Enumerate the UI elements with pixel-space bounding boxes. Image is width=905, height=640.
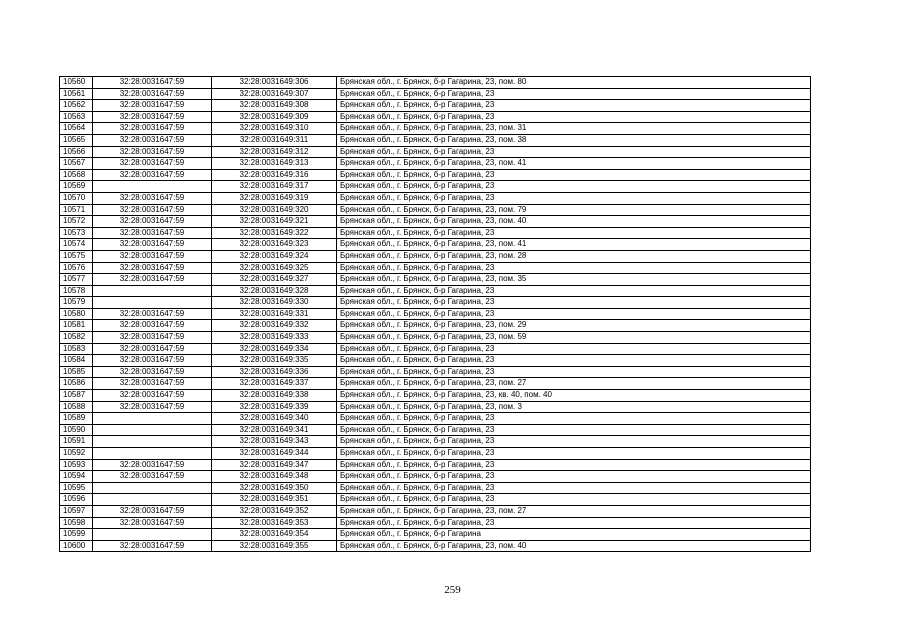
address-cell: Брянская обл., г. Брянск, б-р Гагарина, 23 xyxy=(337,448,811,460)
parent-cadastral-cell: 32:28:0031647:59 xyxy=(93,227,212,239)
parent-cadastral-cell: 32:28:0031647:59 xyxy=(93,332,212,344)
record-number-cell: 10600 xyxy=(60,540,93,552)
record-number-cell: 10564 xyxy=(60,123,93,135)
parent-cadastral-cell: 32:28:0031647:59 xyxy=(93,355,212,367)
cadastral-number-cell: 32:28:0031649:307 xyxy=(212,88,337,100)
table-row xyxy=(60,401,811,413)
parent-cadastral-cell: 32:28:0031647:59 xyxy=(93,274,212,286)
cadastral-number-cell: 32:28:0031649:324 xyxy=(212,250,337,262)
parent-cadastral-cell: 32:28:0031647:59 xyxy=(93,505,212,517)
address-cell: Брянская обл., г. Брянск, б-р Гагарина, 23, пом. 31 xyxy=(337,123,811,135)
address-cell: Брянская обл., г. Брянск, б-р Гагарина, 23, пом. 27 xyxy=(337,505,811,517)
address-cell: Брянская обл., г. Брянск, б-р Гагарина, 23 xyxy=(337,308,811,320)
parent-cadastral-cell: 32:28:0031647:59 xyxy=(93,250,212,262)
table-row xyxy=(60,459,811,471)
table-row xyxy=(60,250,811,262)
address-cell: Брянская обл., г. Брянск, б-р Гагарина, 23, пом. 41 xyxy=(337,239,811,251)
record-number-cell: 10571 xyxy=(60,204,93,216)
record-number-cell: 10568 xyxy=(60,169,93,181)
address-cell: Брянская обл., г. Брянск, б-р Гагарина, 23 xyxy=(337,494,811,506)
cadastral-number-cell: 32:28:0031649:309 xyxy=(212,111,337,123)
address-cell: Брянская обл., г. Брянск, б-р Гагарина, 23 xyxy=(337,100,811,112)
parent-cadastral-cell: 32:28:0031647:59 xyxy=(93,77,212,89)
table-row xyxy=(60,390,811,402)
record-number-cell: 10581 xyxy=(60,320,93,332)
address-cell: Брянская обл., г. Брянск, б-р Гагарина, 23 xyxy=(337,262,811,274)
parent-cadastral-cell xyxy=(93,285,212,297)
table-row xyxy=(60,320,811,332)
table-row xyxy=(60,529,811,541)
parent-cadastral-cell: 32:28:0031647:59 xyxy=(93,239,212,251)
address-cell: Брянская обл., г. Брянск, б-р Гагарина, 23 xyxy=(337,146,811,158)
record-number-cell: 10597 xyxy=(60,505,93,517)
record-number-cell: 10575 xyxy=(60,250,93,262)
record-number-cell: 10591 xyxy=(60,436,93,448)
parent-cadastral-cell: 32:28:0031647:59 xyxy=(93,134,212,146)
cadastral-number-cell: 32:28:0031649:352 xyxy=(212,505,337,517)
cadastral-number-cell: 32:28:0031649:330 xyxy=(212,297,337,309)
cadastral-number-cell: 32:28:0031649:338 xyxy=(212,390,337,402)
address-cell: Брянская обл., г. Брянск, б-р Гагарина, 23 xyxy=(337,436,811,448)
cadastral-number-cell: 32:28:0031649:321 xyxy=(212,216,337,228)
address-cell: Брянская обл., г. Брянск, б-р Гагарина, 23, пом. 79 xyxy=(337,204,811,216)
address-cell: Брянская обл., г. Брянск, б-р Гагарина, 23 xyxy=(337,413,811,425)
address-cell: Брянская обл., г. Брянск, б-р Гагарина, 23, пом. 40 xyxy=(337,540,811,552)
parent-cadastral-cell xyxy=(93,436,212,448)
table-row xyxy=(60,100,811,112)
address-cell: Брянская обл., г. Брянск, б-р Гагарина xyxy=(337,529,811,541)
records-table xyxy=(59,76,811,552)
cadastral-number-cell: 32:28:0031649:341 xyxy=(212,424,337,436)
table-row xyxy=(60,146,811,158)
table-row xyxy=(60,332,811,344)
cadastral-number-cell: 32:28:0031649:339 xyxy=(212,401,337,413)
cadastral-number-cell: 32:28:0031649:319 xyxy=(212,192,337,204)
record-number-cell: 10596 xyxy=(60,494,93,506)
table-row xyxy=(60,111,811,123)
cadastral-number-cell: 32:28:0031649:355 xyxy=(212,540,337,552)
address-cell: Брянская обл., г. Брянск, б-р Гагарина, 23, пом. 40 xyxy=(337,216,811,228)
address-cell: Брянская обл., г. Брянск, б-р Гагарина, 23, пом. 27 xyxy=(337,378,811,390)
address-cell: Брянская обл., г. Брянск, б-р Гагарина, 23, пом. 28 xyxy=(337,250,811,262)
address-cell: Брянская обл., г. Брянск, б-р Гагарина, 23 xyxy=(337,355,811,367)
table-row xyxy=(60,239,811,251)
record-number-cell: 10577 xyxy=(60,274,93,286)
table-row xyxy=(60,262,811,274)
parent-cadastral-cell: 32:28:0031647:59 xyxy=(93,100,212,112)
record-number-cell: 10569 xyxy=(60,181,93,193)
record-number-cell: 10582 xyxy=(60,332,93,344)
address-cell: Брянская обл., г. Брянск, б-р Гагарина, 23, пом. 59 xyxy=(337,332,811,344)
cadastral-number-cell: 32:28:0031649:320 xyxy=(212,204,337,216)
table-row xyxy=(60,88,811,100)
parent-cadastral-cell: 32:28:0031647:59 xyxy=(93,169,212,181)
record-number-cell: 10588 xyxy=(60,401,93,413)
parent-cadastral-cell xyxy=(93,181,212,193)
parent-cadastral-cell xyxy=(93,297,212,309)
record-number-cell: 10579 xyxy=(60,297,93,309)
table-row xyxy=(60,424,811,436)
parent-cadastral-cell: 32:28:0031647:59 xyxy=(93,88,212,100)
parent-cadastral-cell: 32:28:0031647:59 xyxy=(93,401,212,413)
record-number-cell: 10584 xyxy=(60,355,93,367)
record-number-cell: 10572 xyxy=(60,216,93,228)
parent-cadastral-cell: 32:28:0031647:59 xyxy=(93,343,212,355)
table-row xyxy=(60,216,811,228)
cadastral-number-cell: 32:28:0031649:323 xyxy=(212,239,337,251)
table-row xyxy=(60,204,811,216)
record-number-cell: 10574 xyxy=(60,239,93,251)
cadastral-number-cell: 32:28:0031649:316 xyxy=(212,169,337,181)
cadastral-number-cell: 32:28:0031649:337 xyxy=(212,378,337,390)
cadastral-number-cell: 32:28:0031649:350 xyxy=(212,482,337,494)
parent-cadastral-cell: 32:28:0031647:59 xyxy=(93,262,212,274)
parent-cadastral-cell: 32:28:0031647:59 xyxy=(93,390,212,402)
address-cell: Брянская обл., г. Брянск, б-р Гагарина, 23 xyxy=(337,227,811,239)
record-number-cell: 10570 xyxy=(60,192,93,204)
cadastral-number-cell: 32:28:0031649:325 xyxy=(212,262,337,274)
parent-cadastral-cell xyxy=(93,424,212,436)
parent-cadastral-cell: 32:28:0031647:59 xyxy=(93,123,212,135)
cadastral-number-cell: 32:28:0031649:328 xyxy=(212,285,337,297)
address-cell: Брянская обл., г. Брянск, б-р Гагарина, 23, кв. 40, пом. 40 xyxy=(337,390,811,402)
record-number-cell: 10567 xyxy=(60,158,93,170)
parent-cadastral-cell: 32:28:0031647:59 xyxy=(93,308,212,320)
cadastral-number-cell: 32:28:0031649:332 xyxy=(212,320,337,332)
table-row xyxy=(60,77,811,89)
cadastral-number-cell: 32:28:0031649:327 xyxy=(212,274,337,286)
parent-cadastral-cell xyxy=(93,413,212,425)
address-cell: Брянская обл., г. Брянск, б-р Гагарина, 23 xyxy=(337,88,811,100)
cadastral-number-cell: 32:28:0031649:306 xyxy=(212,77,337,89)
table-row xyxy=(60,517,811,529)
address-cell: Брянская обл., г. Брянск, б-р Гагарина, 23 xyxy=(337,192,811,204)
record-number-cell: 10590 xyxy=(60,424,93,436)
cadastral-number-cell: 32:28:0031649:312 xyxy=(212,146,337,158)
parent-cadastral-cell: 32:28:0031647:59 xyxy=(93,192,212,204)
table-row xyxy=(60,471,811,483)
parent-cadastral-cell xyxy=(93,482,212,494)
parent-cadastral-cell: 32:28:0031647:59 xyxy=(93,158,212,170)
table-row xyxy=(60,505,811,517)
table-row xyxy=(60,297,811,309)
cadastral-number-cell: 32:28:0031649:308 xyxy=(212,100,337,112)
address-cell: Брянская обл., г. Брянск, б-р Гагарина, 23, пом. 3 xyxy=(337,401,811,413)
cadastral-number-cell: 32:28:0031649:353 xyxy=(212,517,337,529)
record-number-cell: 10594 xyxy=(60,471,93,483)
cadastral-number-cell: 32:28:0031649:343 xyxy=(212,436,337,448)
table-row xyxy=(60,378,811,390)
address-cell: Брянская обл., г. Брянск, б-р Гагарина, 23 xyxy=(337,181,811,193)
address-cell: Брянская обл., г. Брянск, б-р Гагарина, 23 xyxy=(337,169,811,181)
records-table-body xyxy=(60,77,811,552)
cadastral-number-cell: 32:28:0031649:340 xyxy=(212,413,337,425)
address-cell: Брянская обл., г. Брянск, б-р Гагарина, 23 xyxy=(337,424,811,436)
record-number-cell: 10586 xyxy=(60,378,93,390)
parent-cadastral-cell: 32:28:0031647:59 xyxy=(93,540,212,552)
table-row xyxy=(60,169,811,181)
table-row xyxy=(60,366,811,378)
address-cell: Брянская обл., г. Брянск, б-р Гагарина, 23 xyxy=(337,471,811,483)
parent-cadastral-cell: 32:28:0031647:59 xyxy=(93,204,212,216)
parent-cadastral-cell: 32:28:0031647:59 xyxy=(93,146,212,158)
cadastral-number-cell: 32:28:0031649:310 xyxy=(212,123,337,135)
parent-cadastral-cell: 32:28:0031647:59 xyxy=(93,111,212,123)
record-number-cell: 10560 xyxy=(60,77,93,89)
record-number-cell: 10599 xyxy=(60,529,93,541)
table-row xyxy=(60,181,811,193)
record-number-cell: 10561 xyxy=(60,88,93,100)
record-number-cell: 10576 xyxy=(60,262,93,274)
parent-cadastral-cell xyxy=(93,494,212,506)
address-cell: Брянская обл., г. Брянск, б-р Гагарина, 23 xyxy=(337,517,811,529)
record-number-cell: 10593 xyxy=(60,459,93,471)
address-cell: Брянская обл., г. Брянск, б-р Гагарина, 23, пом. 80 xyxy=(337,77,811,89)
table-row xyxy=(60,448,811,460)
record-number-cell: 10589 xyxy=(60,413,93,425)
address-cell: Брянская обл., г. Брянск, б-р Гагарина, 23 xyxy=(337,459,811,471)
record-number-cell: 10585 xyxy=(60,366,93,378)
table-row xyxy=(60,123,811,135)
address-cell: Брянская обл., г. Брянск, б-р Гагарина, 23 xyxy=(337,482,811,494)
address-cell: Брянская обл., г. Брянск, б-р Гагарина, 23 xyxy=(337,343,811,355)
parent-cadastral-cell xyxy=(93,448,212,460)
cadastral-number-cell: 32:28:0031649:322 xyxy=(212,227,337,239)
record-number-cell: 10598 xyxy=(60,517,93,529)
address-cell: Брянская обл., г. Брянск, б-р Гагарина, 23 xyxy=(337,366,811,378)
record-number-cell: 10565 xyxy=(60,134,93,146)
parent-cadastral-cell: 32:28:0031647:59 xyxy=(93,216,212,228)
address-cell: Брянская обл., г. Брянск, б-р Гагарина, 23 xyxy=(337,285,811,297)
cadastral-number-cell: 32:28:0031649:351 xyxy=(212,494,337,506)
table-row xyxy=(60,158,811,170)
parent-cadastral-cell: 32:28:0031647:59 xyxy=(93,459,212,471)
cadastral-number-cell: 32:28:0031649:333 xyxy=(212,332,337,344)
address-cell: Брянская обл., г. Брянск, б-р Гагарина, 23, пом. 38 xyxy=(337,134,811,146)
cadastral-number-cell: 32:28:0031649:317 xyxy=(212,181,337,193)
table-row xyxy=(60,494,811,506)
record-number-cell: 10562 xyxy=(60,100,93,112)
record-number-cell: 10595 xyxy=(60,482,93,494)
record-number-cell: 10573 xyxy=(60,227,93,239)
address-cell: Брянская обл., г. Брянск, б-р Гагарина, 23 xyxy=(337,297,811,309)
cadastral-number-cell: 32:28:0031649:348 xyxy=(212,471,337,483)
cadastral-number-cell: 32:28:0031649:334 xyxy=(212,343,337,355)
address-cell: Брянская обл., г. Брянск, б-р Гагарина, 23, пом. 35 xyxy=(337,274,811,286)
cadastral-number-cell: 32:28:0031649:347 xyxy=(212,459,337,471)
cadastral-number-cell: 32:28:0031649:344 xyxy=(212,448,337,460)
table-row xyxy=(60,482,811,494)
table-row xyxy=(60,308,811,320)
table-row xyxy=(60,192,811,204)
parent-cadastral-cell: 32:28:0031647:59 xyxy=(93,378,212,390)
record-number-cell: 10578 xyxy=(60,285,93,297)
parent-cadastral-cell: 32:28:0031647:59 xyxy=(93,471,212,483)
table-row xyxy=(60,436,811,448)
parent-cadastral-cell: 32:28:0031647:59 xyxy=(93,517,212,529)
address-cell: Брянская обл., г. Брянск, б-р Гагарина, 23 xyxy=(337,111,811,123)
record-number-cell: 10580 xyxy=(60,308,93,320)
address-cell: Брянская обл., г. Брянск, б-р Гагарина, 23, пом. 41 xyxy=(337,158,811,170)
cadastral-number-cell: 32:28:0031649:311 xyxy=(212,134,337,146)
record-number-cell: 10592 xyxy=(60,448,93,460)
cadastral-number-cell: 32:28:0031649:331 xyxy=(212,308,337,320)
table-row xyxy=(60,285,811,297)
record-number-cell: 10583 xyxy=(60,343,93,355)
record-number-cell: 10566 xyxy=(60,146,93,158)
cadastral-number-cell: 32:28:0031649:336 xyxy=(212,366,337,378)
cadastral-number-cell: 32:28:0031649:335 xyxy=(212,355,337,367)
table-row xyxy=(60,540,811,552)
parent-cadastral-cell xyxy=(93,529,212,541)
table-row xyxy=(60,413,811,425)
parent-cadastral-cell: 32:28:0031647:59 xyxy=(93,320,212,332)
parent-cadastral-cell: 32:28:0031647:59 xyxy=(93,366,212,378)
record-number-cell: 10587 xyxy=(60,390,93,402)
page-number: 259 xyxy=(444,584,461,596)
table-row xyxy=(60,227,811,239)
cadastral-number-cell: 32:28:0031649:313 xyxy=(212,158,337,170)
cadastral-number-cell: 32:28:0031649:354 xyxy=(212,529,337,541)
address-cell: Брянская обл., г. Брянск, б-р Гагарина, 23, пом. 29 xyxy=(337,320,811,332)
record-number-cell: 10563 xyxy=(60,111,93,123)
table-row xyxy=(60,355,811,367)
table-row xyxy=(60,343,811,355)
table-row xyxy=(60,274,811,286)
table-row xyxy=(60,134,811,146)
